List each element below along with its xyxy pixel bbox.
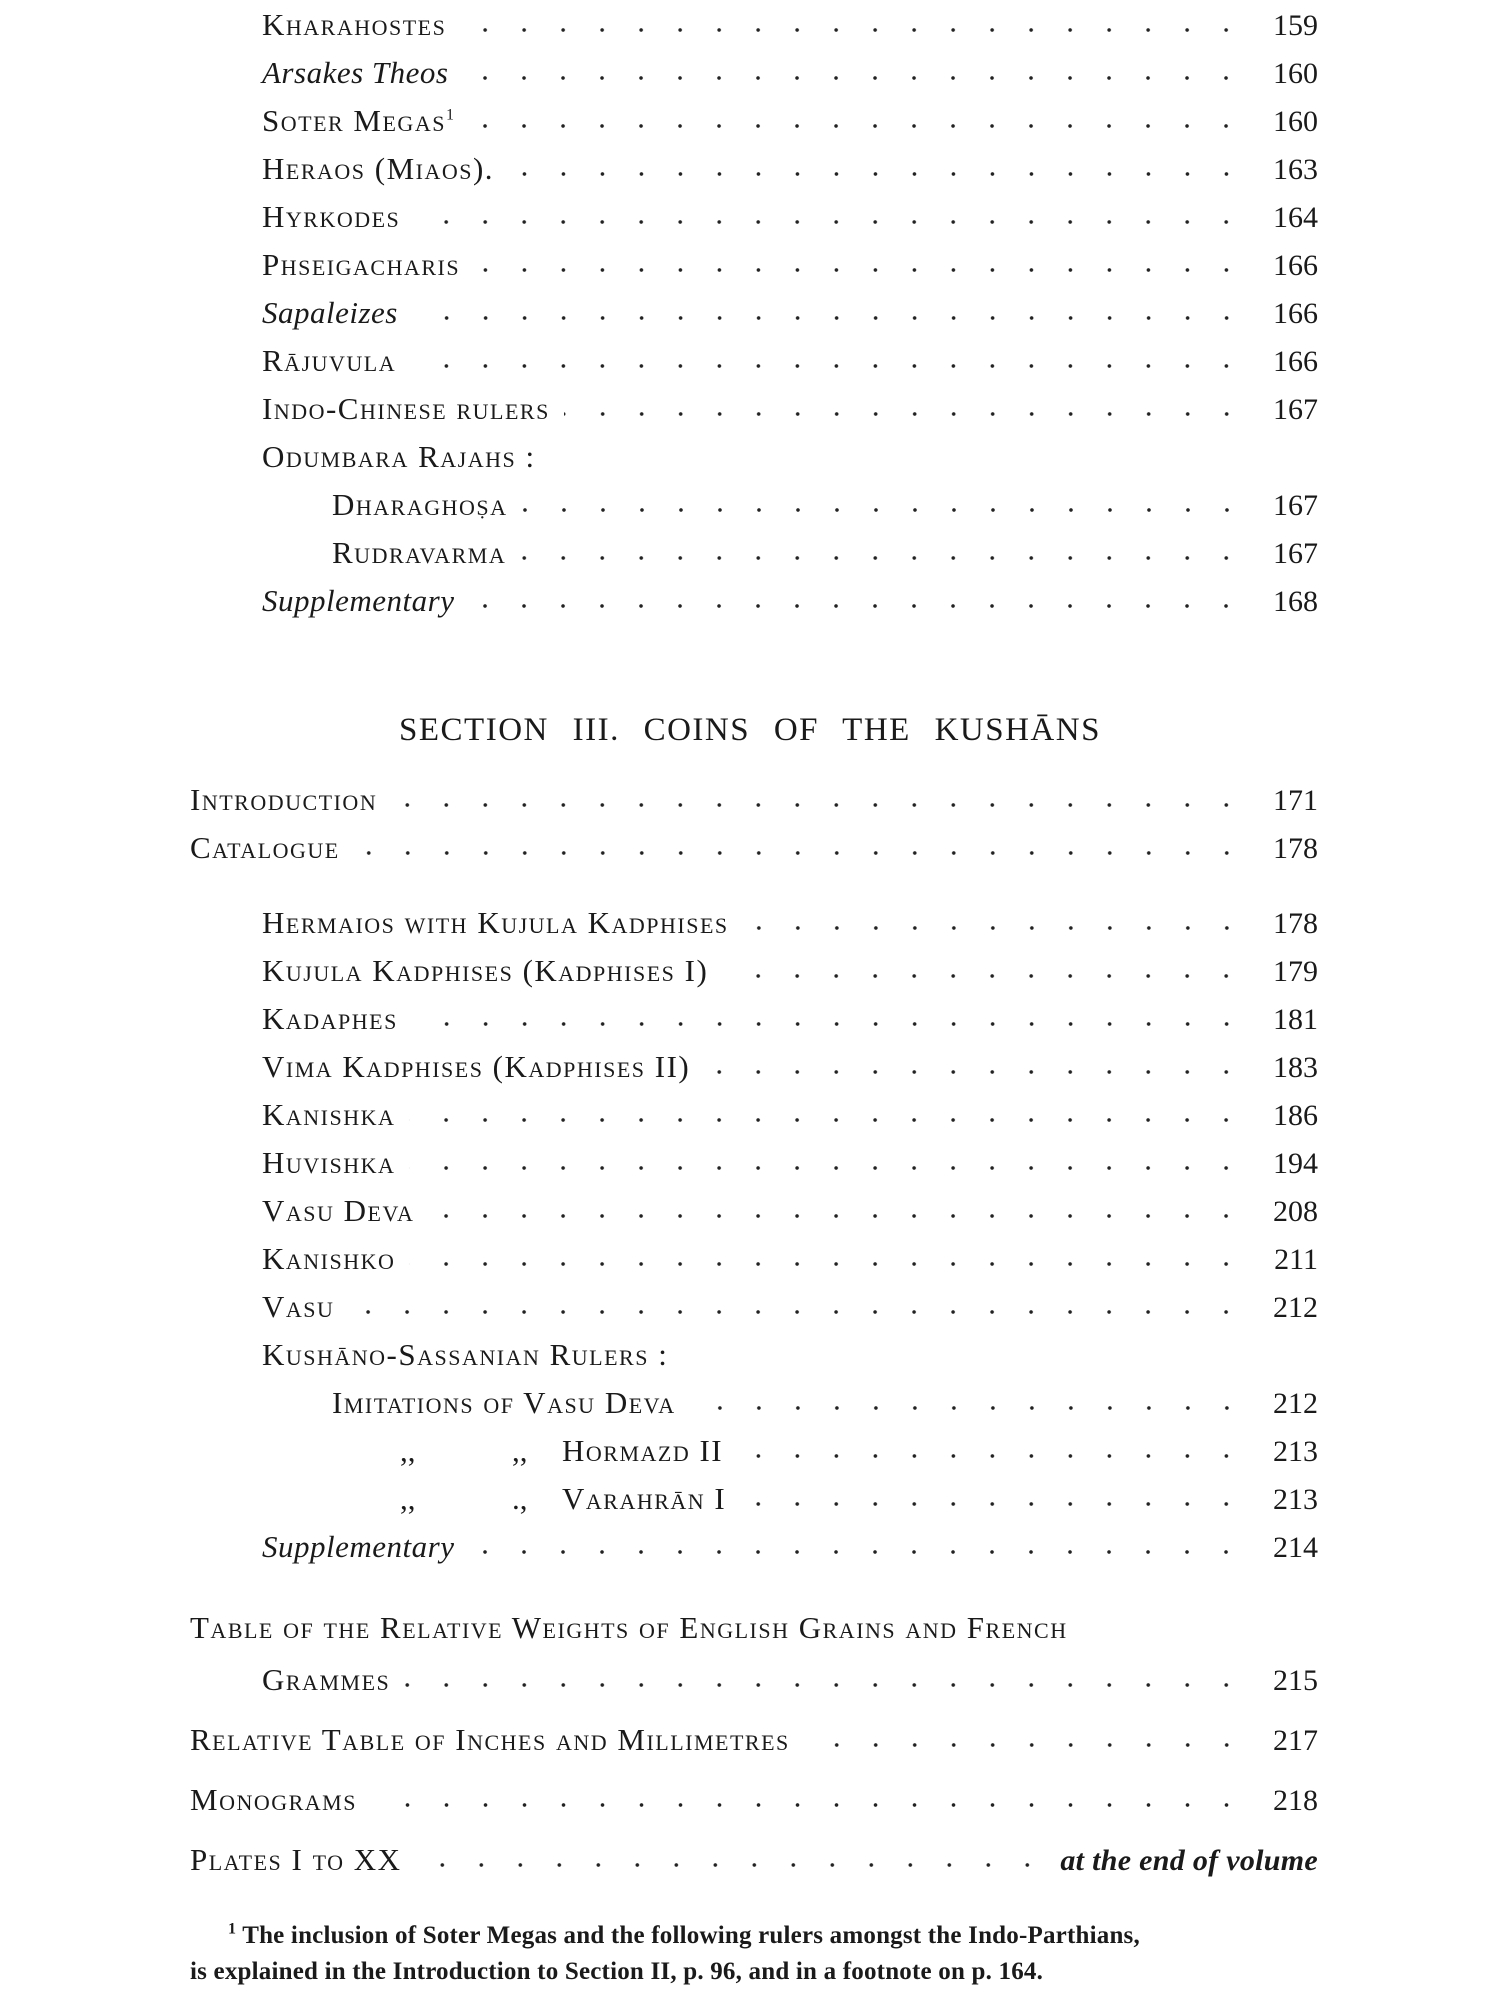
dot-leader — [416, 1863, 1047, 1867]
entry-label: Hyrkodes — [262, 199, 401, 234]
page-number: 168 — [1273, 585, 1318, 618]
entry-label: Kanishko — [262, 1241, 396, 1276]
dot-leader — [462, 76, 1246, 80]
entry-label: Rudravarma — [332, 535, 507, 570]
entry-label: Kadaphes — [262, 1001, 398, 1036]
page-number: 181 — [1273, 1003, 1318, 1036]
toc-entry — [262, 339, 1318, 383]
entry-label: Vasu — [262, 1289, 335, 1324]
page-location: at the end of volume — [1060, 1844, 1318, 1877]
page-number: 166 — [1273, 297, 1318, 330]
dot-leader — [414, 220, 1246, 224]
page-number: 166 — [1273, 249, 1318, 282]
page-number: 217 — [1273, 1724, 1318, 1757]
page-number: 186 — [1273, 1099, 1318, 1132]
toc-entry — [190, 826, 1318, 870]
page-number: 212 — [1273, 1387, 1318, 1420]
entry-label: ,, ., Varahrān I — [400, 1477, 726, 1521]
entry-label: Hermaios with Kujula Kadphises — [262, 905, 729, 940]
page-number: 160 — [1273, 57, 1318, 90]
ditto-mark: ., — [512, 1481, 528, 1516]
toc-entry — [262, 1045, 1318, 1089]
toc-entry — [190, 1838, 1318, 1882]
toc-entry — [262, 579, 1318, 623]
toc-entry — [262, 997, 1318, 1041]
entry-label: Kujula Kadphises (Kadphises I) — [262, 953, 709, 988]
dot-leader — [690, 1406, 1246, 1410]
dot-leader — [404, 1683, 1246, 1687]
entry-label: Imitations of Vasu Deva — [332, 1385, 676, 1420]
dot-leader — [468, 1550, 1246, 1554]
dot-leader — [474, 268, 1246, 272]
toc-group-heading — [262, 1333, 1318, 1377]
toc-entry — [332, 531, 1318, 575]
page-number: 171 — [1273, 784, 1318, 817]
entry-label: Introduction — [190, 782, 378, 817]
entry-label: ,, ,, Hormazd II — [400, 1429, 723, 1473]
toc-entry — [400, 1477, 1318, 1521]
ditto-mark: ,, — [400, 1433, 416, 1468]
toc-entry — [262, 195, 1318, 239]
page-number: 178 — [1273, 832, 1318, 865]
page-number: 178 — [1273, 907, 1318, 940]
entry-label: Sapaleizes — [262, 295, 398, 330]
entry-label: Relative Table of Inches and Millimetres — [190, 1722, 790, 1757]
toc-entry — [400, 1429, 1318, 1473]
entry-label: Grammes — [262, 1662, 391, 1697]
toc-entry-line: Table of the Relative Weights of English Grains and French — [190, 1610, 1068, 1645]
entry-label: Odumbara Rajahs : — [262, 439, 536, 474]
page-number: 215 — [1273, 1664, 1318, 1697]
entry-label: Kanishka — [262, 1097, 396, 1132]
page-number: 208 — [1273, 1195, 1318, 1228]
toc-entry — [262, 51, 1318, 95]
toc-entry — [262, 387, 1318, 431]
page-number: 160 — [1273, 105, 1318, 138]
entry-label: Kharahostes — [262, 7, 447, 42]
entry-label: Indo-Chinese rulers — [262, 391, 550, 426]
dot-leader — [412, 316, 1246, 320]
toc-entry — [262, 243, 1318, 287]
footnote-marker: 1 — [228, 1920, 237, 1938]
dot-leader — [704, 1070, 1246, 1074]
entry-label: Kushāno-Sassanian Rulers : — [262, 1337, 669, 1372]
dot-leader — [804, 1743, 1246, 1747]
dot-leader — [348, 1310, 1246, 1314]
page-number: 164 — [1273, 201, 1318, 234]
toc-entry — [262, 1189, 1318, 1233]
toc-entry — [262, 291, 1318, 335]
dot-leader — [409, 1118, 1246, 1122]
toc-entry — [190, 1718, 1318, 1762]
ditto-mark: ,, — [512, 1433, 528, 1468]
toc-entry — [262, 1237, 1318, 1281]
page-number: 159 — [1273, 9, 1318, 42]
section-heading: SECTION III. COINS OF THE KUSHĀNS — [399, 712, 1101, 748]
dot-leader — [354, 851, 1246, 855]
dot-leader — [371, 1803, 1246, 1807]
dot-leader — [743, 926, 1246, 930]
dot-leader — [460, 28, 1246, 32]
footnote-line: is explained in the Introduction to Section II, p. 96, and in a footnote on p. 164. — [190, 1958, 1044, 1985]
toc-entry — [262, 147, 1318, 191]
page-number: 214 — [1273, 1531, 1318, 1564]
entry-label: Catalogue — [190, 830, 340, 865]
toc-entry — [190, 778, 1318, 822]
page-number: 163 — [1273, 153, 1318, 186]
entry-label: Dharaghoṣa — [332, 487, 508, 522]
dot-leader — [508, 172, 1246, 176]
toc-entry — [332, 1381, 1318, 1425]
entry-label: Soter Megas$^1$ — [262, 103, 456, 138]
page-number: 213 — [1273, 1483, 1318, 1516]
dot-leader — [468, 604, 1246, 608]
toc-entry — [262, 1285, 1318, 1329]
entry-label: Vima Kadphises (Kadphises II) — [262, 1049, 691, 1084]
page-number: 183 — [1273, 1051, 1318, 1084]
page-number: 211 — [1274, 1243, 1318, 1276]
entry-label: Plates I to XX — [190, 1842, 402, 1877]
page-number: 212 — [1273, 1291, 1318, 1324]
dot-leader — [740, 1502, 1246, 1506]
page-number: 213 — [1273, 1435, 1318, 1468]
toc-entry — [190, 1778, 1318, 1822]
dot-leader — [469, 124, 1246, 128]
toc-entry — [262, 1093, 1318, 1137]
toc-entry — [262, 1658, 1318, 1702]
dot-leader — [428, 1214, 1246, 1218]
entry-label: Supplementary — [262, 583, 455, 618]
dot-leader — [409, 1166, 1246, 1170]
page-number: 166 — [1273, 345, 1318, 378]
dot-leader — [522, 508, 1246, 512]
dot-leader — [722, 974, 1246, 978]
entry-label: Monograms — [190, 1782, 357, 1817]
footnote-line: $^1$ The inclusion of Soter Megas and the following rulers amongst the Indo-Parthians, — [228, 1920, 1140, 1949]
page-number: 194 — [1273, 1147, 1318, 1180]
footnote — [190, 1918, 1318, 1990]
toc-group-heading — [262, 435, 1318, 479]
ditto-mark: ,, — [400, 1481, 416, 1516]
toc-entry — [332, 483, 1318, 527]
page-number: 167 — [1273, 537, 1318, 570]
entry-label: Phseigacharis — [262, 247, 461, 282]
toc-entry — [262, 3, 1318, 47]
dot-leader — [737, 1454, 1246, 1458]
dot-leader — [409, 1262, 1246, 1266]
dot-leader — [520, 556, 1246, 560]
toc-entry — [262, 1525, 1318, 1569]
toc-entry — [262, 99, 1318, 143]
entry-label: Supplementary — [262, 1529, 455, 1564]
entry-label: Rājuvula — [262, 343, 397, 378]
entry-label: Vasu Deva — [262, 1193, 415, 1228]
dot-leader — [410, 364, 1246, 368]
page-number: 167 — [1273, 393, 1318, 426]
dot-leader — [412, 1022, 1246, 1026]
footnote-ref: 1 — [445, 106, 456, 124]
toc-entry — [262, 901, 1318, 945]
toc-entry — [262, 949, 1318, 993]
toc-entry — [262, 1141, 1318, 1185]
dot-leader — [564, 412, 1246, 416]
entry-label: Heraos (Miaos). — [262, 151, 495, 186]
entry-label: Arsakes Theos — [262, 55, 449, 90]
page-number: 179 — [1273, 955, 1318, 988]
dot-leader — [391, 803, 1246, 807]
page-number: 218 — [1273, 1784, 1318, 1817]
entry-label: Huvishka — [262, 1145, 396, 1180]
page-number: 167 — [1273, 489, 1318, 522]
